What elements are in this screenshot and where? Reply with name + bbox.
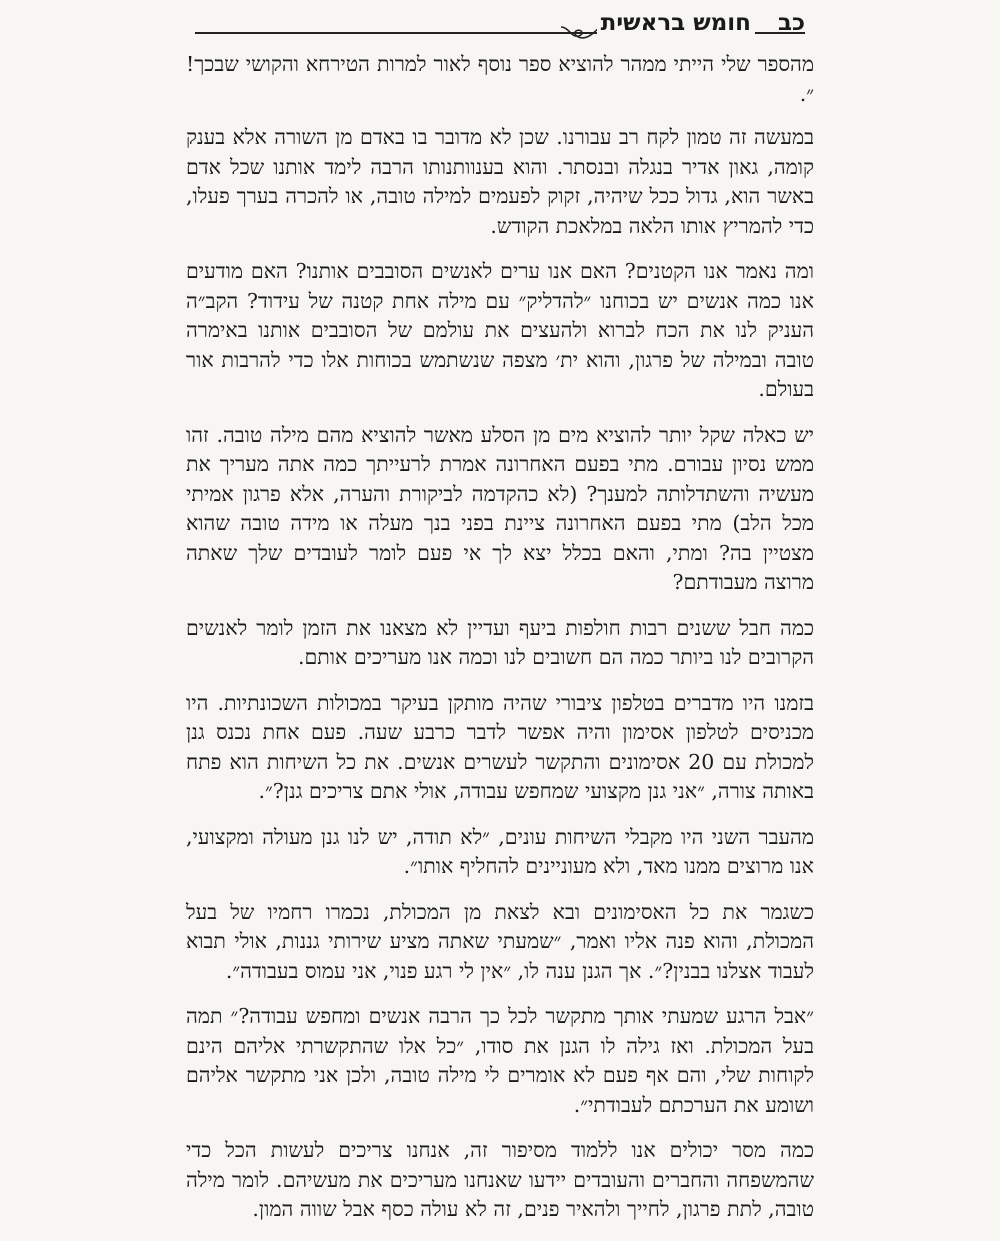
running-header — [195, 8, 805, 42]
paragraph: מהעבר השני היו מקבלי השיחות עונים, ״לא תודה, יש לנו גנן מעולה ומקצועי, אנו מרוצים ממנו מאד, ולא מעוניינים להחליף אותו״. — [186, 824, 814, 878]
paragraph: ״אבל הרגע שמעתי אותך מתקשר לכל כך הרבה אנשים ומחפש עבודה?״ תמה בעל המכולת. ואז גילה לו הגנן את סודו, ״כל אלו שהתקשרתי אליהם הינם לקוחות שלי, והם אף פעם לא אומרים לי מילה טובה, ולכן אני מתקשר אליהם ושומע את הערכתם לעבודתי״. — [186, 1004, 814, 1117]
paragraph: במעשה זה טמון לקח רב עבורנו. שכן לא מדובר בו באדם מן השורה אלא בענק קומה, גאון אדיר בנגלה ובנסתר. והוא בענוותנותו הרבה לימד אותנו שכל אדם באשר הוא, גדול ככל שיהיה, זקוק לפעמים למילה טובה, או להכרה בערך פעלו, כדי להמריץ אותו הלאה במלאכת הקודש. — [186, 125, 814, 238]
paragraph: כמה מסר יכולים אנו ללמוד מסיפור זה, אנחנו צריכים לעשות הכל כדי שהמשפחה והחברים והעובדים יידעו שאנחנו מעריכים את מעשיהם. לומר מילה טובה, לתת פרגון, לחייך ולהאיר פנים, זה לא עולה כסף אבל שווה המון. — [186, 1138, 814, 1221]
paragraph: כשגמר את כל האסימונים ובא לצאת מן המכולת, נכמרו רחמיו של בעל המכולת, והוא פנה אליו ואמר, ״שמעתי שאתה מציע שירותי גננות, אולי תבוא לעבוד אצלנו בבנין?״. אך הגנן ענה לו, ״אין לי רגע פנוי, אני עמוס בעבודה״. — [186, 899, 814, 983]
paragraph: מהספר שלי הייתי ממהר להוציא ספר נוסף לאור למרות הטירחא והקושי שבכך!״. — [186, 52, 814, 106]
text-body — [186, 50, 814, 1241]
paragraph: כמה חבל ששנים רבות חולפות ביעף ועדיין לא מצאנו את הזמן לומר לאנשים הקרובים לנו ביותר כמה הם חשובים לנו וכמה אנו מעריכים אותם. — [186, 615, 814, 669]
page-number: כב — [777, 10, 805, 36]
paragraph: בזמנו היו מדברים בטלפון ציבורי שהיה מותקן בעיקר במכולות השכונתיות. היו מכניסים לטלפון אסימון והיה אפשר לדבר כרבע שעה. פעם אחת נכנס גנן למכולת עם 20 אסימונים והתקשר לעשרים אנשים. את כל השיחות הוא פתח באותה צורה, ״אני גנן מקצועי שמחפש עבודה, אולי אתם צריכים גנן?״. — [186, 690, 814, 803]
paragraph: יש כאלה שקל יותר להוציא מים מן הסלע מאשר להוציא מהם מילה טובה. זהו ממש נסיון עבורם. מתי בפעם האחרונה אמרת לרעייתך כמה אתה מעריך את מעשיה והשתדלותה למענך? (לא כהקדמה לביקורת והערה, אלא פרגון אמיתי מכל הלב) מתי בפעם האחרונה ציינת בפני בנך מעלה או מידה טובה שהוא מצטיין בה? ומתי, והאם בכלל יצא לך אי פעם לומר לעובדים שלך שאתה מרוצה מעבודתם? — [186, 422, 814, 594]
paragraph: ומה נאמר אנו הקטנים? האם אנו ערים לאנשים הסובבים אותנו? האם מודעים אנו כמה אנשים יש בכוחנו ״להדליק״ עם מילה אחת קטנה של עידוד? הקב״ה העניק לנו את הכח לברוא ולהעצים את עולמם של הסובבים אותנו באימרה טובה ובמילה של פרגון, והוא ית׳ מצפה שנשתמש בכוחות אלו כדי להרבות אור בעולם. — [186, 259, 814, 401]
book-title: חומש בראשית — [597, 10, 755, 36]
